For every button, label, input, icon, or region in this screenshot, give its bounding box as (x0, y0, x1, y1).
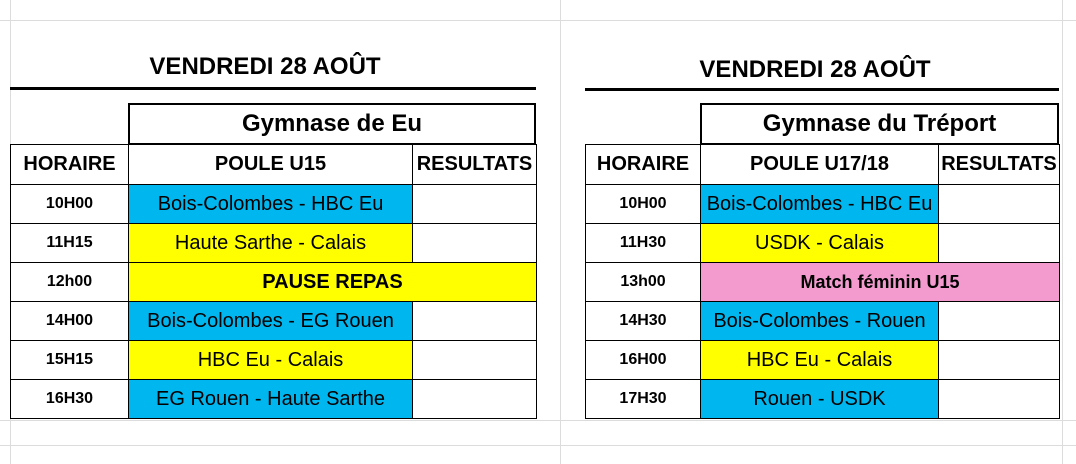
match-cell: USDK - Calais (701, 224, 939, 263)
match-cell: HBC Eu - Calais (129, 341, 413, 380)
table-row (586, 263, 1060, 302)
result-cell[interactable] (413, 224, 537, 263)
right-venue-title: Gymnase du Tréport (700, 103, 1059, 145)
time-cell: 10H00 (586, 185, 701, 224)
table-row (586, 302, 1060, 341)
gridline (0, 420, 1076, 421)
time-cell: 11H15 (11, 224, 129, 263)
time-cell: 16H00 (586, 341, 701, 380)
gridline (560, 0, 561, 464)
table-header-row (11, 145, 537, 185)
time-cell: 16H30 (11, 380, 129, 419)
result-cell[interactable] (413, 380, 537, 419)
match-cell: Bois-Colombes - Rouen (701, 302, 939, 341)
match-cell: Bois-Colombes - HBC Eu (701, 185, 939, 224)
match-cell: HBC Eu - Calais (701, 341, 939, 380)
result-cell[interactable] (939, 341, 1060, 380)
header-time: HORAIRE (586, 145, 701, 185)
time-cell: 12h00 (11, 263, 129, 302)
result-cell[interactable] (939, 224, 1060, 263)
table-row (11, 341, 537, 380)
match-cell: Haute Sarthe - Calais (129, 224, 413, 263)
header-pool: POULE U15 (129, 145, 413, 185)
header-results: RESULTATS (939, 145, 1060, 185)
table-row (586, 224, 1060, 263)
table-row (11, 263, 537, 302)
left-venue-title: Gymnase de Eu (128, 103, 536, 145)
time-cell: 14H00 (11, 302, 129, 341)
table-row (586, 185, 1060, 224)
header-pool: POULE U17/18 (701, 145, 939, 185)
gridline (0, 445, 1076, 446)
table-header-row (586, 145, 1060, 185)
left-schedule-table (10, 144, 537, 419)
time-cell: 14H30 (586, 302, 701, 341)
result-cell[interactable] (939, 185, 1060, 224)
result-cell[interactable] (939, 302, 1060, 341)
table-row (11, 224, 537, 263)
gridline (0, 20, 1076, 21)
right-schedule-table (585, 144, 1060, 419)
gridline (1062, 0, 1063, 464)
time-cell: 13h00 (586, 263, 701, 302)
right-title-rule (585, 88, 1059, 91)
header-results: RESULTATS (413, 145, 537, 185)
time-cell: 11H30 (586, 224, 701, 263)
time-cell: 17H30 (586, 380, 701, 419)
table-row (586, 341, 1060, 380)
table-row (11, 380, 537, 419)
left-title-rule (10, 87, 536, 90)
match-cell: Bois-Colombes - EG Rouen (129, 302, 413, 341)
time-cell: 10H00 (11, 185, 129, 224)
table-row (11, 185, 537, 224)
match-cell: Rouen - USDK (701, 380, 939, 419)
break-cell: PAUSE REPAS (129, 263, 537, 302)
match-cell: Bois-Colombes - HBC Eu (129, 185, 413, 224)
result-cell[interactable] (939, 380, 1060, 419)
table-row (586, 380, 1060, 419)
time-cell: 15H15 (11, 341, 129, 380)
result-cell[interactable] (413, 302, 537, 341)
left-day-title: VENDREDI 28 AOÛT (149, 53, 381, 80)
table-row (11, 302, 537, 341)
result-cell[interactable] (413, 341, 537, 380)
result-cell[interactable] (413, 185, 537, 224)
header-time: HORAIRE (11, 145, 129, 185)
right-day-title: VENDREDI 28 AOÛT (699, 56, 931, 83)
special-match-cell: Match féminin U15 (701, 263, 1060, 302)
match-cell: EG Rouen - Haute Sarthe (129, 380, 413, 419)
